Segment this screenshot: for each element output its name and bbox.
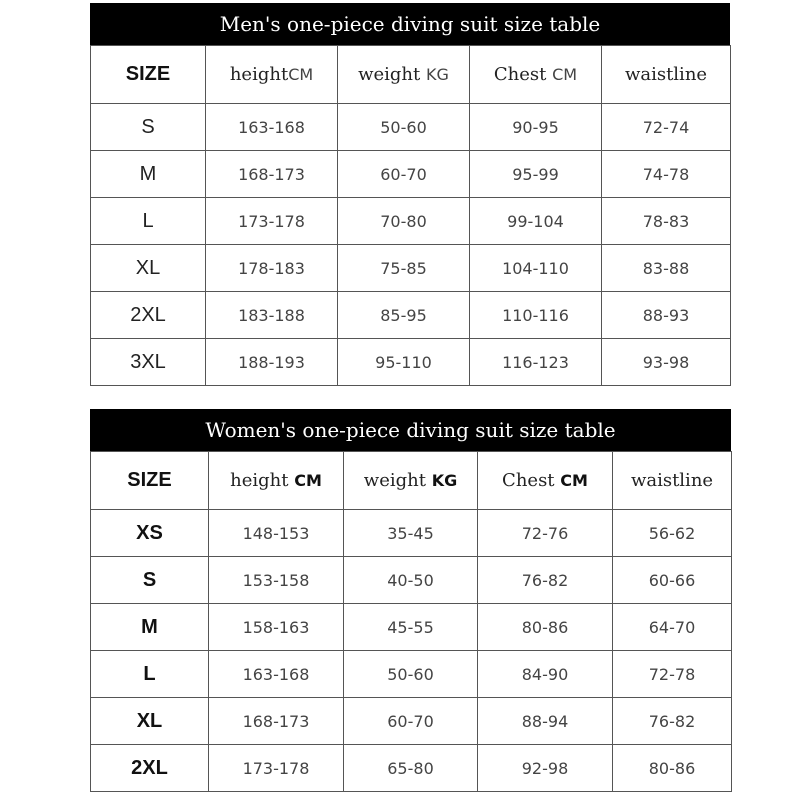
- women-header-chest: [478, 452, 613, 510]
- size-cell: XS: [91, 510, 209, 557]
- table-row: [91, 245, 731, 292]
- women-size-grid: [90, 451, 732, 792]
- height-cell: 168-173: [209, 698, 344, 745]
- women-header-waistline: waistline: [613, 452, 732, 510]
- weight-cell: 40-50: [344, 557, 478, 604]
- men-header-weight-unit: KG: [426, 65, 449, 84]
- size-cell: 2XL: [91, 292, 206, 339]
- waist-cell: 83-88: [602, 245, 731, 292]
- size-cell: S: [91, 104, 206, 151]
- men-header-waistline: waistline: [602, 46, 731, 104]
- chest-cell: 90-95: [470, 104, 602, 151]
- size-cell: 2XL: [91, 745, 209, 792]
- men-header-weight-label: weight: [358, 64, 421, 85]
- height-cell: 188-193: [206, 339, 338, 386]
- waist-cell: 80-86: [613, 745, 732, 792]
- size-cell: M: [91, 604, 209, 651]
- chest-cell: 110-116: [470, 292, 602, 339]
- height-cell: 163-168: [206, 104, 338, 151]
- chest-cell: 95-99: [470, 151, 602, 198]
- size-cell: 3XL: [91, 339, 206, 386]
- table-row: [91, 510, 732, 557]
- table-row: [91, 198, 731, 245]
- waist-cell: 74-78: [602, 151, 731, 198]
- weight-cell: 95-110: [338, 339, 470, 386]
- women-header-weight-label: weight: [363, 470, 426, 491]
- size-cell: XL: [91, 698, 209, 745]
- men-header-row: [91, 46, 731, 104]
- size-cell: XL: [91, 245, 206, 292]
- weight-cell: 65-80: [344, 745, 478, 792]
- waist-cell: 88-93: [602, 292, 731, 339]
- women-size-table: [90, 409, 731, 792]
- chest-cell: 99-104: [470, 198, 602, 245]
- women-header-height: [209, 452, 344, 510]
- waist-cell: 72-78: [613, 651, 732, 698]
- height-cell: 153-158: [209, 557, 344, 604]
- women-header-height-unit: CM: [294, 471, 322, 490]
- men-size-table: [90, 3, 730, 386]
- men-header-chest-unit: CM: [552, 65, 578, 84]
- weight-cell: 70-80: [338, 198, 470, 245]
- men-header-height-label: height: [229, 64, 289, 85]
- chest-cell: 88-94: [478, 698, 613, 745]
- waist-cell: 64-70: [613, 604, 732, 651]
- height-cell: 173-178: [209, 745, 344, 792]
- men-table-title: Men's one-piece diving suit size table: [90, 3, 730, 45]
- weight-cell: 50-60: [338, 104, 470, 151]
- waist-cell: 60-66: [613, 557, 732, 604]
- chest-cell: 116-123: [470, 339, 602, 386]
- table-row: [91, 292, 731, 339]
- chest-cell: 92-98: [478, 745, 613, 792]
- women-header-chest-label: Chest: [502, 470, 555, 491]
- weight-cell: 35-45: [344, 510, 478, 557]
- weight-cell: 60-70: [338, 151, 470, 198]
- waist-cell: 93-98: [602, 339, 731, 386]
- waist-cell: 78-83: [602, 198, 731, 245]
- weight-cell: 50-60: [344, 651, 478, 698]
- men-size-grid: [90, 45, 731, 386]
- height-cell: 173-178: [206, 198, 338, 245]
- table-row: [91, 151, 731, 198]
- women-table-title: Women's one-piece diving suit size table: [90, 409, 731, 451]
- table-row: [91, 698, 732, 745]
- height-cell: 158-163: [209, 604, 344, 651]
- height-cell: 148-153: [209, 510, 344, 557]
- size-cell: L: [91, 198, 206, 245]
- men-header-weight: [338, 46, 470, 104]
- size-cell: S: [91, 557, 209, 604]
- men-header-chest-label: Chest: [493, 64, 547, 85]
- weight-cell: 45-55: [344, 604, 478, 651]
- size-cell: L: [91, 651, 209, 698]
- table-row: [91, 745, 732, 792]
- table-row: [91, 651, 732, 698]
- height-cell: 183-188: [206, 292, 338, 339]
- height-cell: 163-168: [209, 651, 344, 698]
- weight-cell: 75-85: [338, 245, 470, 292]
- table-row: [91, 557, 732, 604]
- table-row: [91, 339, 731, 386]
- waist-cell: 56-62: [613, 510, 732, 557]
- table-row: [91, 104, 731, 151]
- men-header-height: [206, 46, 338, 104]
- waist-cell: 76-82: [613, 698, 732, 745]
- table-row: [91, 604, 732, 651]
- size-cell: M: [91, 151, 206, 198]
- chest-cell: 104-110: [470, 245, 602, 292]
- women-header-weight: [344, 452, 478, 510]
- weight-cell: 60-70: [344, 698, 478, 745]
- chest-cell: 84-90: [478, 651, 613, 698]
- women-header-weight-unit: KG: [431, 471, 458, 490]
- height-cell: 168-173: [206, 151, 338, 198]
- women-header-size: SIZE: [91, 452, 209, 510]
- weight-cell: 85-95: [338, 292, 470, 339]
- men-header-size: SIZE: [91, 46, 206, 104]
- chest-cell: 80-86: [478, 604, 613, 651]
- women-header-chest-unit: CM: [560, 471, 588, 490]
- chest-cell: 72-76: [478, 510, 613, 557]
- women-header-row: [91, 452, 732, 510]
- waist-cell: 72-74: [602, 104, 731, 151]
- women-header-height-label: height: [230, 470, 289, 491]
- height-cell: 178-183: [206, 245, 338, 292]
- men-header-chest: [470, 46, 602, 104]
- men-header-height-unit: CM: [288, 65, 314, 84]
- chest-cell: 76-82: [478, 557, 613, 604]
